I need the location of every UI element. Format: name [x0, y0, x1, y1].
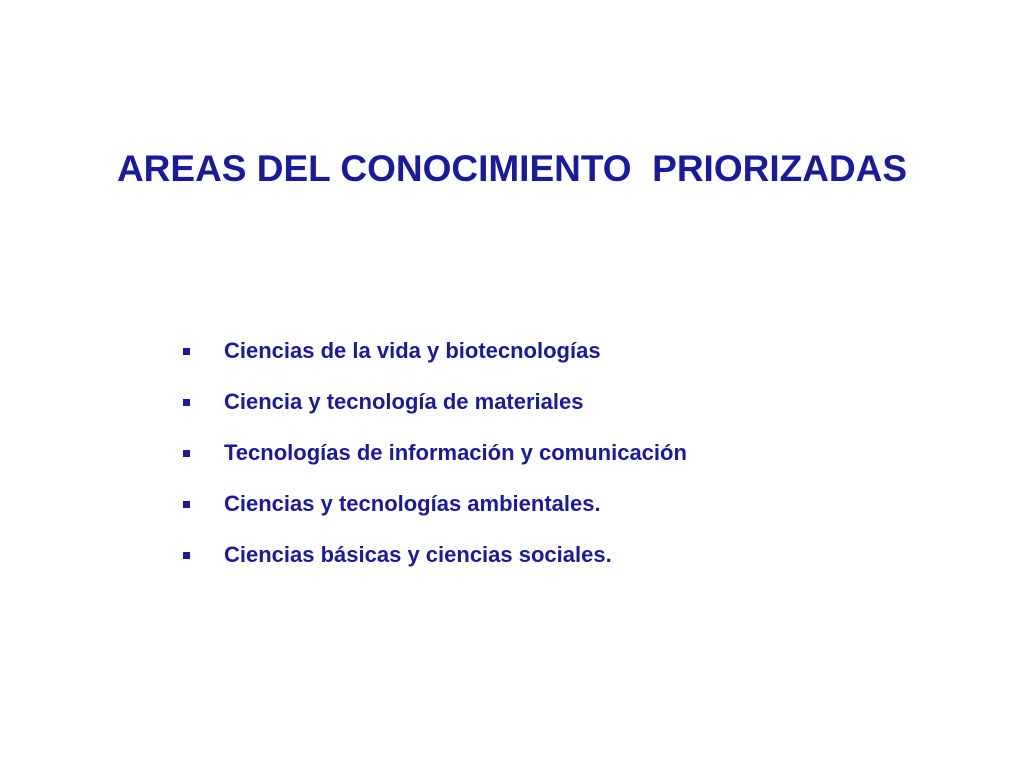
slide-title: AREAS DEL CONOCIMIENTO PRIORIZADAS: [116, 148, 908, 189]
list-item-text: Tecnologías de información y comunicación: [224, 440, 687, 465]
list-item-text: Ciencias de la vida y biotecnologías: [224, 338, 601, 363]
square-bullet-icon: [183, 552, 190, 559]
list-item-text: Ciencias y tecnologías ambientales.: [224, 491, 601, 516]
square-bullet-icon: [183, 501, 190, 508]
list-item-text: Ciencias básicas y ciencias sociales.: [224, 542, 612, 567]
square-bullet-icon: [183, 399, 190, 406]
list-item-text: Ciencia y tecnología de materiales: [224, 389, 584, 414]
square-bullet-icon: [183, 348, 190, 355]
square-bullet-icon: [183, 450, 190, 457]
